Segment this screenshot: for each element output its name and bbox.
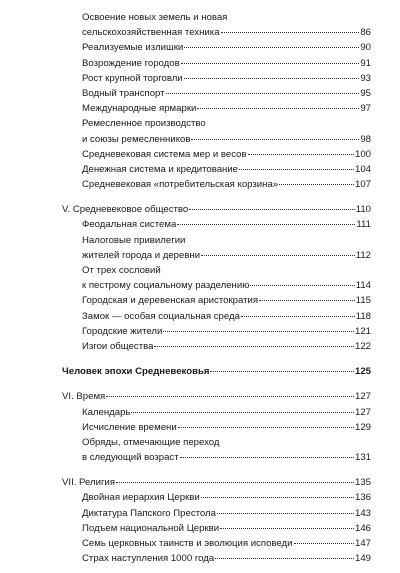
toc-page-number: 121	[354, 325, 371, 337]
toc-block-society	[62, 202, 371, 354]
toc-entry	[62, 147, 371, 162]
toc-page-number: 86	[360, 27, 371, 39]
toc-page-number: 110	[355, 204, 371, 216]
dot-leader	[154, 345, 354, 347]
toc-block-religion	[62, 475, 371, 566]
dot-leader	[163, 330, 354, 332]
toc-entry	[62, 40, 371, 55]
toc-entry	[62, 521, 371, 536]
dot-leader	[106, 395, 354, 397]
toc-entry-title: Денежная система и кредитование	[82, 163, 239, 175]
dot-leader	[178, 426, 354, 428]
dot-leader	[217, 512, 354, 514]
dot-leader	[248, 153, 354, 155]
toc-chapter-entry	[62, 475, 371, 490]
toc-block-economy	[62, 10, 371, 192]
toc-entry	[62, 116, 371, 131]
toc-entry	[62, 233, 371, 248]
toc-entry	[62, 177, 371, 192]
toc-entry-title: и союзы ремесленников	[82, 133, 191, 145]
toc-page-number: 129	[354, 421, 371, 433]
toc-entry-title: Средневековая система мер и весов	[82, 148, 247, 160]
toc-entry	[62, 450, 371, 465]
toc-entry-title: Обряды, отмечающие переход	[82, 436, 220, 448]
dot-leader	[197, 107, 359, 109]
toc-entry	[62, 420, 371, 435]
toc-page-number: 149	[354, 553, 371, 565]
toc-entry	[62, 506, 371, 521]
dot-leader	[201, 254, 355, 256]
toc-page-number: 93	[360, 72, 371, 84]
toc-page-number: 100	[354, 148, 371, 160]
toc-entry-title: Налоговые привилегии	[82, 234, 186, 246]
toc-entry-title: Водный транспорт	[82, 87, 165, 99]
toc-entry	[62, 56, 371, 71]
toc-entry-title: Человек эпохи Средневековья	[62, 366, 210, 378]
dot-leader	[177, 223, 355, 225]
toc-entry-title: Замок — особая социальная среда	[82, 310, 240, 322]
table-of-contents	[62, 10, 371, 566]
toc-page-number: 122	[354, 340, 371, 352]
dot-leader	[189, 208, 354, 210]
dot-leader	[191, 138, 359, 140]
toc-entry-title: сельскохозяйственная техника	[82, 27, 220, 39]
toc-entry-title: Международные ярмарки	[82, 103, 197, 115]
toc-entry	[62, 132, 371, 147]
toc-page-number: 143	[354, 507, 371, 519]
dot-leader	[220, 527, 354, 529]
toc-entry-title: Возрождение городов	[82, 57, 180, 69]
toc-page-number: 98	[360, 133, 371, 145]
toc-entry	[62, 278, 371, 293]
toc-entry-title: Диктатура Папского Престола	[82, 507, 216, 519]
toc-entry	[62, 435, 371, 450]
toc-entry-title: Городская и деревенская аристократия	[82, 295, 259, 307]
toc-entry-title: Реализуемые излишки	[82, 42, 184, 54]
toc-entry-title: к пестрому социальному разделению	[82, 280, 250, 292]
toc-entry	[62, 248, 371, 263]
toc-entry	[62, 263, 371, 278]
toc-entry	[62, 25, 371, 40]
toc-entry-title: Исчисление времени	[82, 421, 177, 433]
toc-page-number: 127	[354, 391, 371, 403]
toc-entry	[62, 101, 371, 116]
toc-page-number: 95	[360, 87, 371, 99]
toc-entry-title: V. Средневековое общество	[62, 204, 189, 216]
toc-entry-title: Подъем национальной Церкви	[82, 522, 220, 534]
toc-page-number: 125	[354, 366, 371, 378]
dot-leader	[239, 168, 354, 170]
toc-page-number: 90	[360, 42, 371, 54]
dot-leader	[116, 481, 354, 483]
toc-entry-title: Феодальная система	[82, 219, 177, 231]
toc-chapter-entry	[62, 389, 371, 404]
dot-leader	[250, 284, 354, 286]
toc-entry	[62, 71, 371, 86]
toc-entry-title: Городские жители	[82, 325, 163, 337]
toc-entry	[62, 324, 371, 339]
toc-entry	[62, 309, 371, 324]
dot-leader	[294, 542, 354, 544]
dot-leader	[221, 31, 360, 33]
toc-entry-title: Двойная иерархия Церкви	[82, 492, 200, 504]
toc-entry-title: Рост крупной торговли	[82, 72, 183, 84]
toc-entry-title: Ремесленное производство	[82, 118, 206, 130]
toc-block-part-title	[62, 364, 371, 379]
toc-entry	[62, 405, 371, 420]
toc-page-number: 107	[354, 179, 371, 191]
dot-leader	[181, 62, 360, 64]
toc-entry-title: в следующий возраст	[82, 452, 179, 464]
toc-page-number: 112	[355, 249, 371, 261]
dot-leader	[184, 77, 360, 79]
dot-leader	[180, 456, 354, 458]
toc-entry-title: Освоение новых земель и новая	[82, 12, 228, 23]
toc-page-number: 127	[354, 406, 371, 418]
toc-block-time	[62, 389, 371, 465]
toc-entry	[62, 217, 371, 232]
toc-entry-title: VII. Религия	[62, 477, 116, 489]
dot-leader	[259, 299, 355, 301]
toc-entry	[62, 86, 371, 101]
toc-page-number: 114	[355, 280, 371, 292]
toc-entry	[62, 10, 371, 25]
dot-leader	[166, 92, 360, 94]
toc-page-number: 131	[354, 452, 371, 464]
toc-entry	[62, 536, 371, 551]
toc-entry	[62, 339, 371, 354]
toc-entry	[62, 293, 371, 308]
toc-page-number: 91	[360, 57, 371, 69]
toc-entry-title: VI. Время	[62, 391, 106, 403]
toc-entry	[62, 162, 371, 177]
dot-leader	[210, 370, 354, 372]
dot-leader	[241, 315, 355, 317]
toc-chapter-entry	[62, 364, 371, 379]
toc-entry-title: От трех сословий	[82, 265, 161, 276]
dot-leader	[131, 411, 354, 413]
toc-page-number: 147	[354, 538, 371, 549]
toc-entry-title: Средневековая «потребительская корзина»	[82, 179, 279, 191]
toc-entry-title: Семь церковных таинств и эволюция исповеди	[82, 538, 293, 549]
dot-leader	[279, 183, 354, 185]
dot-leader	[184, 46, 359, 48]
toc-page-number: 111	[356, 219, 371, 231]
toc-entry	[62, 551, 371, 566]
toc-entry-title: Календарь	[82, 406, 131, 418]
dot-leader	[201, 496, 354, 498]
toc-page-number: 115	[355, 295, 371, 307]
toc-entry-title: Изгои общества	[82, 340, 154, 352]
toc-page-number: 104	[354, 163, 371, 175]
dot-leader	[215, 557, 354, 559]
toc-entry	[62, 490, 371, 505]
toc-page-number: 146	[354, 522, 371, 534]
toc-page-number: 136	[354, 492, 371, 504]
toc-page-number: 97	[360, 103, 371, 115]
toc-entry-title: жителей города и деревни	[82, 249, 201, 261]
toc-page-number: 135	[354, 477, 371, 489]
toc-page-number: 118	[355, 310, 371, 322]
toc-chapter-entry	[62, 202, 371, 217]
toc-entry-title: Страх наступления 1000 года	[82, 553, 215, 565]
